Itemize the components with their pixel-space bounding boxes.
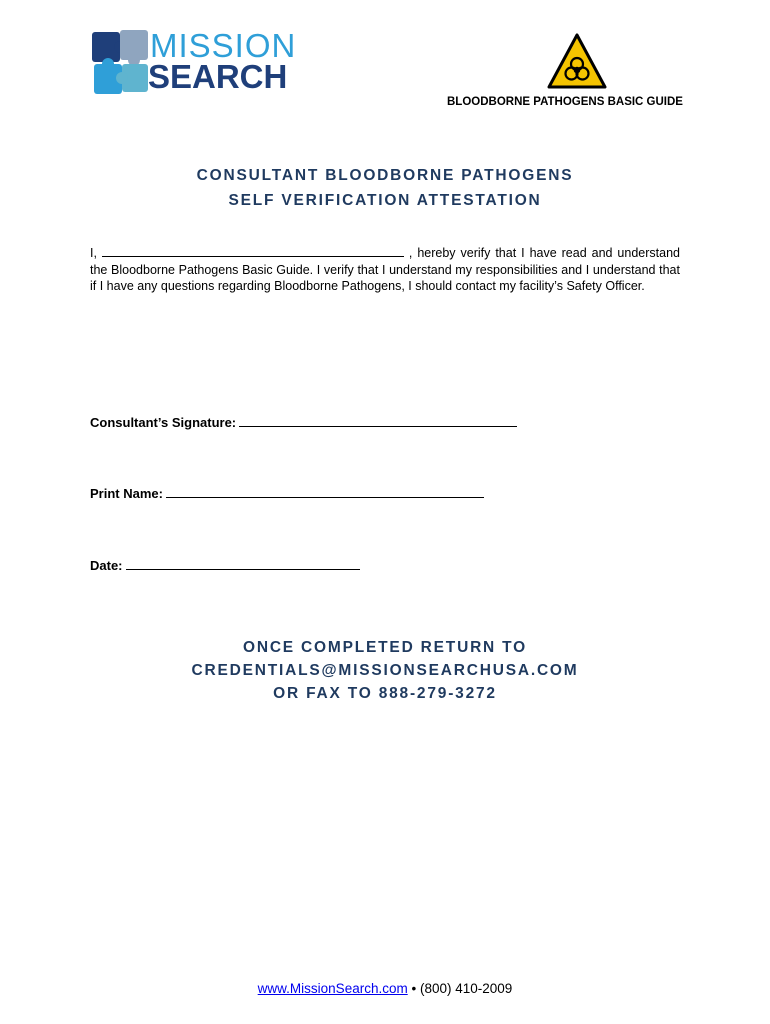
website-link[interactable]: www.MissionSearch.com: [257, 981, 408, 996]
title-line-1: CONSULTANT BLOODBORNE PATHOGENS: [196, 167, 574, 184]
signature-line[interactable]: [239, 413, 517, 427]
signature-field: [90, 413, 517, 432]
mission-search-logo: [90, 28, 318, 98]
footer-phone: (800) 410-2009: [419, 981, 513, 996]
return-instructions: [0, 636, 770, 705]
puzzle-logo-icon: [90, 28, 152, 96]
return-line-1: ONCE COMPLETED RETURN TO: [242, 639, 528, 656]
print-name-line[interactable]: [166, 484, 484, 498]
return-fax: OR FAX TO 888-279-3272: [273, 685, 497, 702]
attestation-prefix: I,: [90, 246, 97, 260]
date-label: Date:: [90, 558, 123, 573]
name-blank-line[interactable]: [102, 244, 404, 257]
footer: [0, 980, 770, 998]
print-name-label: Print Name:: [90, 486, 163, 501]
guide-label: BLOODBORNE PATHOGENS BASIC GUIDE: [447, 96, 683, 108]
date-line[interactable]: [126, 556, 360, 570]
signature-label: Consultant’s Signature:: [90, 415, 237, 430]
logo-word-mission: MISSION: [150, 27, 297, 64]
return-email: CREDENTIALS@MISSIONSEARCHUSA.COM: [191, 662, 579, 679]
attestation-text: , hereby verify that I have read and understand the Bloodborne Pathogens Basic Guide. I verify that I understand my responsibilities and I understand that if I have any questions regarding Bloodborne Pathogens, I should contact my facility’s Safety Officer.: [90, 246, 680, 293]
logo-word-search: SEARCH: [148, 58, 288, 95]
biohazard-warning-icon: [546, 32, 608, 90]
date-field: [90, 556, 360, 575]
print-name-field: [90, 484, 484, 503]
attestation-paragraph: [90, 244, 680, 295]
footer-separator: •: [411, 981, 417, 996]
page-title: [0, 163, 770, 213]
title-line-2: SELF VERIFICATION ATTESTATION: [228, 192, 542, 209]
